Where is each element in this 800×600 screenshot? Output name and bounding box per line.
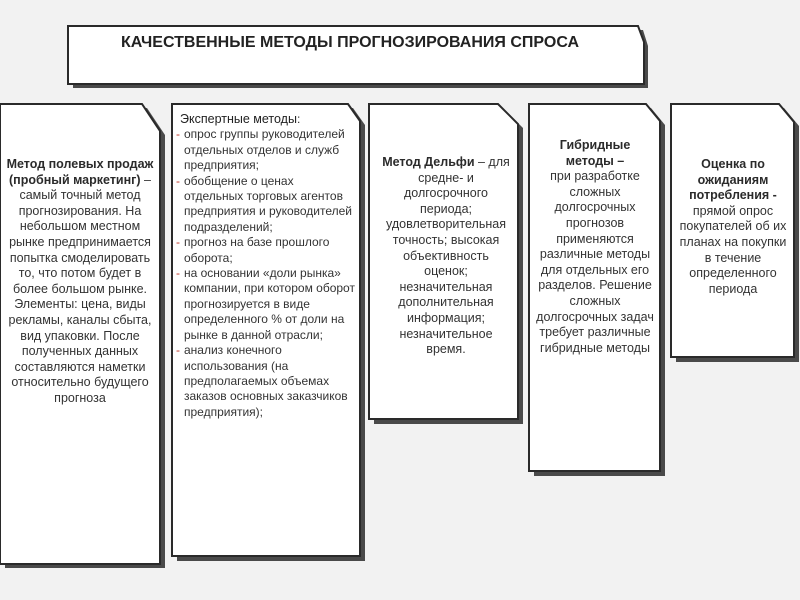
expert-list-item: - на основании «доли рынка» компании, при котором оборот прогнозируется в виде определенного % от доли на рынке в данной отрасли; xyxy=(180,266,356,343)
expert-methods-list xyxy=(180,127,356,420)
expert-heading: Экспертные методы xyxy=(180,112,297,126)
field-sales-heading: Метод полевых продаж (пробный маркетинг) xyxy=(6,157,154,187)
delphi-text: – для средне- и долгосрочного периода; удовлетворительная точность; высокая объективность оценок; незначительная дополнительная информация; незначительное время. xyxy=(386,155,510,357)
hybrid-methods-box xyxy=(536,138,654,356)
delphi-method-box xyxy=(380,155,512,358)
consumption-text: прямой опрос покупателей об их планах на покупки в течение определенного периода xyxy=(679,203,787,296)
expert-heading-colon: : xyxy=(296,112,301,126)
expert-methods-box xyxy=(180,112,356,420)
expert-list-item: - обобщение о ценах отдельных торговых агентов предприятия и руководителей подразделений; xyxy=(180,174,356,236)
expert-heading-line xyxy=(180,112,356,127)
consumption-expectations-box xyxy=(676,157,790,297)
hybrid-text: при разработке сложных долгосрочных прогнозов применяются различные методы для отдельных его разделов. Решение сложных долгосрочных задач требует различные гибридные методы xyxy=(536,169,654,355)
expert-list-item: - опрос группы руководителей отдельных отделов и служб предприятия; xyxy=(180,127,356,173)
expert-list-item: - анализ конечного использования (на предполагаемых объемах заказов основных заказчиков предприятия); xyxy=(180,343,356,420)
delphi-heading: Метод Дельфи xyxy=(382,155,475,169)
hybrid-heading: Гибридные методы – xyxy=(559,138,631,168)
expert-list-item: - прогноз на базе прошлого оборота; xyxy=(180,235,356,266)
field-sales-method-box xyxy=(6,157,154,407)
consumption-heading: Оценка по ожиданиям потребления - xyxy=(689,157,777,203)
diagram-title: КАЧЕСТВЕННЫЕ МЕТОДЫ ПРОГНОЗИРОВАНИЯ СПРОСА xyxy=(120,34,580,51)
field-sales-text: – самый точный метод прогнозирования. На небольшом местном рынке предпринимается попытка смоделировать то, что потом будет в более большом рынке. Элементы: цена, виды рекламы, каналы сбыта, вид упаковки. После полученных данных составляются наметки относительно будущего прогноза xyxy=(8,172,152,405)
